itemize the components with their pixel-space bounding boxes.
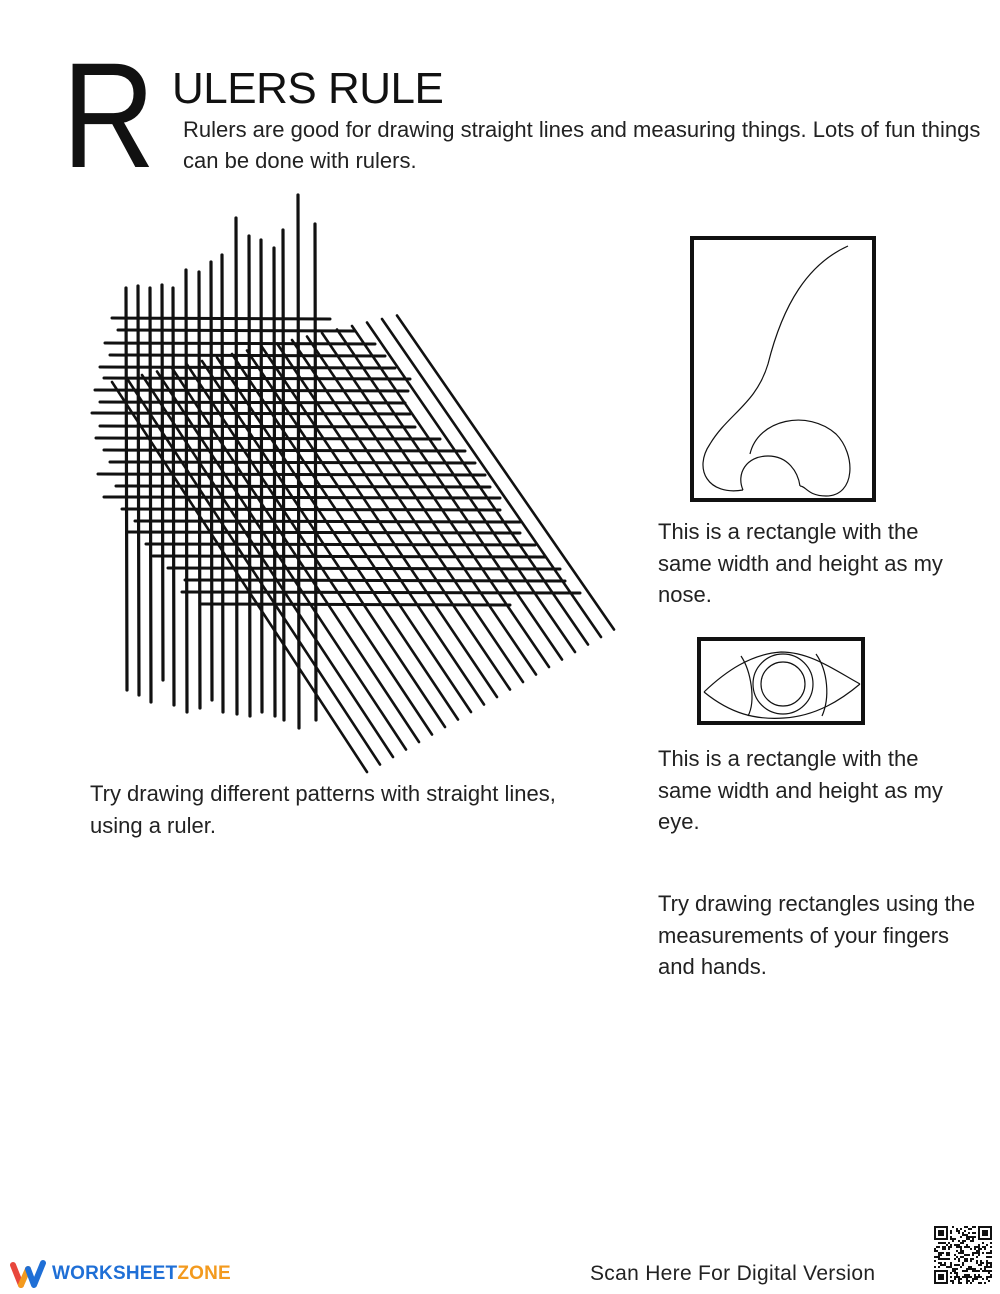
logo-text-accent: ZONE [177,1263,231,1284]
hatch-line [138,286,139,695]
hatch-line [126,288,127,690]
hatch-line [277,344,510,690]
hatch-line [100,402,405,403]
nose-caption: This is a rectangle with the same width and height as my nose. [658,519,943,607]
eye-caption: This is a rectangle with the same width and height as my eye. [658,746,943,834]
hatch-line [182,592,580,593]
hatch-line [118,330,355,331]
hatch-line [249,236,250,716]
hatch-line [315,224,316,720]
hatch-line [222,255,223,712]
hatch-line [100,367,395,368]
hatch-line [217,358,458,720]
drop-cap-letter: R [62,31,156,199]
logo-text [52,1263,231,1285]
pattern-caption: Try drawing different patterns with straight lines, using a ruler. [90,781,556,838]
intro-text: Rulers are good for drawing straight lines and measuring things. Lots of fun things can be done with rulers. [183,117,981,173]
qr-code-icon[interactable] [934,1226,992,1284]
hatch-line [367,323,588,645]
hatch-line [98,474,485,475]
hatch-line [110,355,385,356]
hatch-line [322,333,549,667]
hatch-line [186,270,187,712]
practice-caption: Try drawing rectangles using the measurements of your fingers and hands. [658,891,976,979]
hatch-line [150,288,151,702]
hatch-line [92,413,410,414]
hatch-line [105,343,375,344]
nose-rectangle-illustration [688,234,880,506]
scan-instruction: Scan Here For Digital Version [590,1262,876,1285]
hatch-line [128,532,520,533]
worksheetzone-logo-icon [10,1259,46,1289]
hatch-line [200,604,510,605]
hatch-line [112,318,330,319]
page-title: ULERS RULE [172,64,444,113]
hatch-line [104,378,410,379]
footer-logo[interactable] [10,1256,231,1292]
hatch-line [397,316,614,630]
hatch-line [382,319,601,637]
hatch-line [337,330,562,660]
hatch-line [104,497,500,498]
eye-rectangle-illustration [696,636,868,728]
logo-text-main: WORKSHEET [52,1263,178,1284]
